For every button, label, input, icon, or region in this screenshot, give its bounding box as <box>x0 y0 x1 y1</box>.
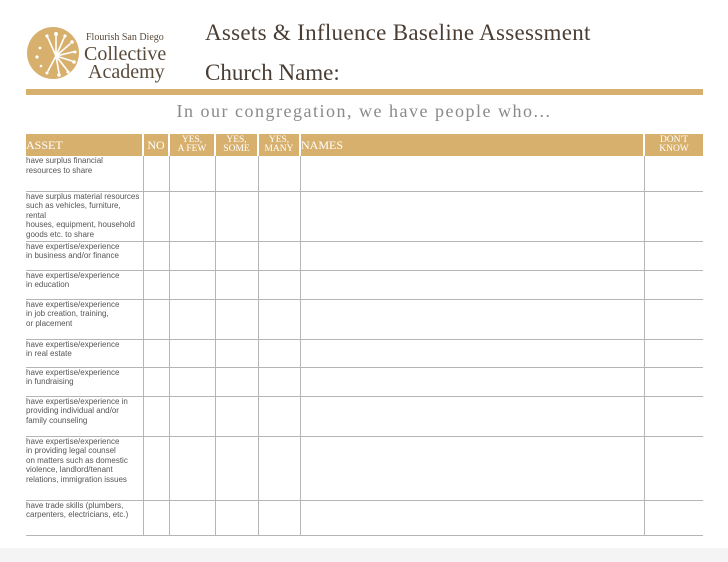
yes-few-cell[interactable] <box>169 436 215 500</box>
yes-some-cell[interactable] <box>215 191 258 241</box>
asset-description-line: in education <box>26 280 70 289</box>
dont-know-cell[interactable] <box>644 396 703 436</box>
table-row <box>26 299 703 339</box>
no-cell[interactable] <box>143 500 169 535</box>
asset-description <box>26 367 143 396</box>
asset-description <box>26 270 143 299</box>
asset-description-line: houses, equipment, household <box>26 220 135 229</box>
dont-know-cell[interactable] <box>644 270 703 299</box>
yes-few-cell[interactable] <box>169 367 215 396</box>
yes-few-cell[interactable] <box>169 241 215 270</box>
yes-some-cell[interactable] <box>215 367 258 396</box>
table-header-row <box>26 134 703 156</box>
table-body <box>26 156 703 535</box>
column-header-yes-few-line2: A FEW <box>177 144 207 154</box>
no-cell[interactable] <box>143 299 169 339</box>
column-header-yes-many-line1: YES, <box>268 135 290 145</box>
table-row <box>26 156 703 191</box>
yes-few-cell[interactable] <box>169 500 215 535</box>
yes-some-cell[interactable] <box>215 500 258 535</box>
asset-description-line: resources to share <box>26 165 93 175</box>
table-row <box>26 339 703 367</box>
column-header-dont-know-line1: DON'T <box>659 135 689 145</box>
asset-description-line: in job creation, training, <box>26 309 109 318</box>
asset-description-line: have expertise/experience in <box>26 396 128 406</box>
table-row <box>26 241 703 270</box>
asset-description-line: in fundraising <box>26 377 74 386</box>
column-header-yes-some <box>215 134 258 156</box>
asset-description-line: have surplus financial <box>26 156 103 165</box>
yes-some-cell[interactable] <box>215 396 258 436</box>
no-cell[interactable] <box>143 436 169 500</box>
table-row <box>26 367 703 396</box>
names-cell[interactable] <box>300 156 644 191</box>
dont-know-cell[interactable] <box>644 299 703 339</box>
assessment-table <box>26 134 703 536</box>
asset-description-line: have expertise/experience <box>26 367 120 377</box>
asset-description-line: on matters such as domestic <box>26 455 128 465</box>
yes-many-cell[interactable] <box>258 299 300 339</box>
asset-description-line: carpenters, electricians, etc.) <box>26 510 129 519</box>
page-title: Assets & Influence Baseline Assessment <box>205 20 591 45</box>
no-cell[interactable] <box>143 367 169 396</box>
no-cell[interactable] <box>143 191 169 241</box>
subtitle: In our congregation, we have people who... <box>176 101 552 121</box>
yes-few-cell[interactable] <box>169 156 215 191</box>
asset-description-line: have expertise/experience <box>26 436 120 446</box>
dont-know-cell[interactable] <box>644 500 703 535</box>
asset-description <box>26 191 143 241</box>
column-header-dont-know-line2: KNOW <box>659 144 689 154</box>
asset-description-line: in real estate <box>26 349 72 358</box>
asset-description-line: have surplus material resources <box>26 191 140 201</box>
column-header-asset: ASSET <box>26 134 143 156</box>
yes-many-cell[interactable] <box>258 156 300 191</box>
names-cell[interactable] <box>300 500 644 535</box>
yes-some-cell[interactable] <box>215 339 258 367</box>
yes-many-cell[interactable] <box>258 436 300 500</box>
column-header-yes-few <box>169 134 215 156</box>
logo-line1: Collective <box>84 43 167 65</box>
no-cell[interactable] <box>143 156 169 191</box>
yes-few-cell[interactable] <box>169 339 215 367</box>
asset-description <box>26 156 143 191</box>
dont-know-cell[interactable] <box>644 156 703 191</box>
yes-many-cell[interactable] <box>258 339 300 367</box>
dont-know-cell[interactable] <box>644 339 703 367</box>
logo <box>26 22 176 84</box>
asset-description-line: or placement <box>26 318 73 328</box>
yes-some-cell[interactable] <box>215 299 258 339</box>
table-row <box>26 436 703 500</box>
column-header-yes-some-line2: SOME <box>223 144 250 154</box>
asset-description-line: relations, immigration issues <box>26 474 127 484</box>
yes-few-cell[interactable] <box>169 396 215 436</box>
yes-many-cell[interactable] <box>258 270 300 299</box>
column-header-no: NO <box>143 134 169 156</box>
column-header-names: NAMES <box>300 134 644 156</box>
yes-few-cell[interactable] <box>169 270 215 299</box>
asset-description-line: in providing legal counsel <box>26 446 116 455</box>
asset-description-line: providing individual and/or <box>26 406 119 415</box>
dont-know-cell[interactable] <box>644 367 703 396</box>
asset-description-line: have expertise/experience <box>26 270 120 280</box>
table-row <box>26 500 703 535</box>
yes-many-cell[interactable] <box>258 500 300 535</box>
dont-know-cell[interactable] <box>644 436 703 500</box>
names-cell[interactable] <box>300 241 644 270</box>
yes-some-cell[interactable] <box>215 241 258 270</box>
asset-description-line: have expertise/experience <box>26 241 120 251</box>
table-row <box>26 191 703 241</box>
yes-many-cell[interactable] <box>258 367 300 396</box>
asset-description <box>26 436 143 500</box>
logo-line2: Academy <box>88 61 165 83</box>
yes-some-cell[interactable] <box>215 156 258 191</box>
yes-some-cell[interactable] <box>215 436 258 500</box>
column-header-yes-many-line2: MANY <box>264 144 294 154</box>
asset-description-line: family counseling <box>26 415 88 425</box>
church-name-label: Church Name: <box>205 60 340 85</box>
asset-description <box>26 241 143 270</box>
no-cell[interactable] <box>143 241 169 270</box>
table-row <box>26 396 703 436</box>
column-header-dont-know <box>644 134 703 156</box>
no-cell[interactable] <box>143 270 169 299</box>
footer-strip <box>0 548 728 562</box>
names-cell[interactable] <box>300 367 644 396</box>
logo-small-text: Flourish San Diego <box>86 32 164 43</box>
asset-description-line: have expertise/experience <box>26 299 120 309</box>
yes-many-cell[interactable] <box>258 241 300 270</box>
yes-many-cell[interactable] <box>258 396 300 436</box>
asset-description-line: have expertise/experience <box>26 339 120 349</box>
names-cell[interactable] <box>300 339 644 367</box>
asset-description <box>26 339 143 367</box>
no-cell[interactable] <box>143 339 169 367</box>
yes-some-cell[interactable] <box>215 270 258 299</box>
no-cell[interactable] <box>143 396 169 436</box>
yes-few-cell[interactable] <box>169 299 215 339</box>
table-row <box>26 270 703 299</box>
column-header-yes-some-line1: YES, <box>226 135 247 145</box>
column-header-yes-many <box>258 134 300 156</box>
asset-description <box>26 396 143 436</box>
names-cell[interactable] <box>300 299 644 339</box>
asset-description-line: goods etc. to share <box>26 229 95 239</box>
asset-description <box>26 299 143 339</box>
names-cell[interactable] <box>300 436 644 500</box>
names-cell[interactable] <box>300 191 644 241</box>
yes-many-cell[interactable] <box>258 191 300 241</box>
dont-know-cell[interactable] <box>644 191 703 241</box>
sun-logo-icon <box>26 26 80 80</box>
dont-know-cell[interactable] <box>644 241 703 270</box>
asset-description-line: in business and/or finance <box>26 251 119 260</box>
asset-description-line: such as vehicles, furniture, rental <box>26 201 121 220</box>
names-cell[interactable] <box>300 270 644 299</box>
names-cell[interactable] <box>300 396 644 436</box>
asset-description-line: have trade skills (plumbers, <box>26 500 124 510</box>
column-header-yes-few-line1: YES, <box>181 135 203 145</box>
header-divider <box>26 89 703 95</box>
yes-few-cell[interactable] <box>169 191 215 241</box>
asset-description-line: violence, landlord/tenant <box>26 465 113 474</box>
asset-description <box>26 500 143 535</box>
